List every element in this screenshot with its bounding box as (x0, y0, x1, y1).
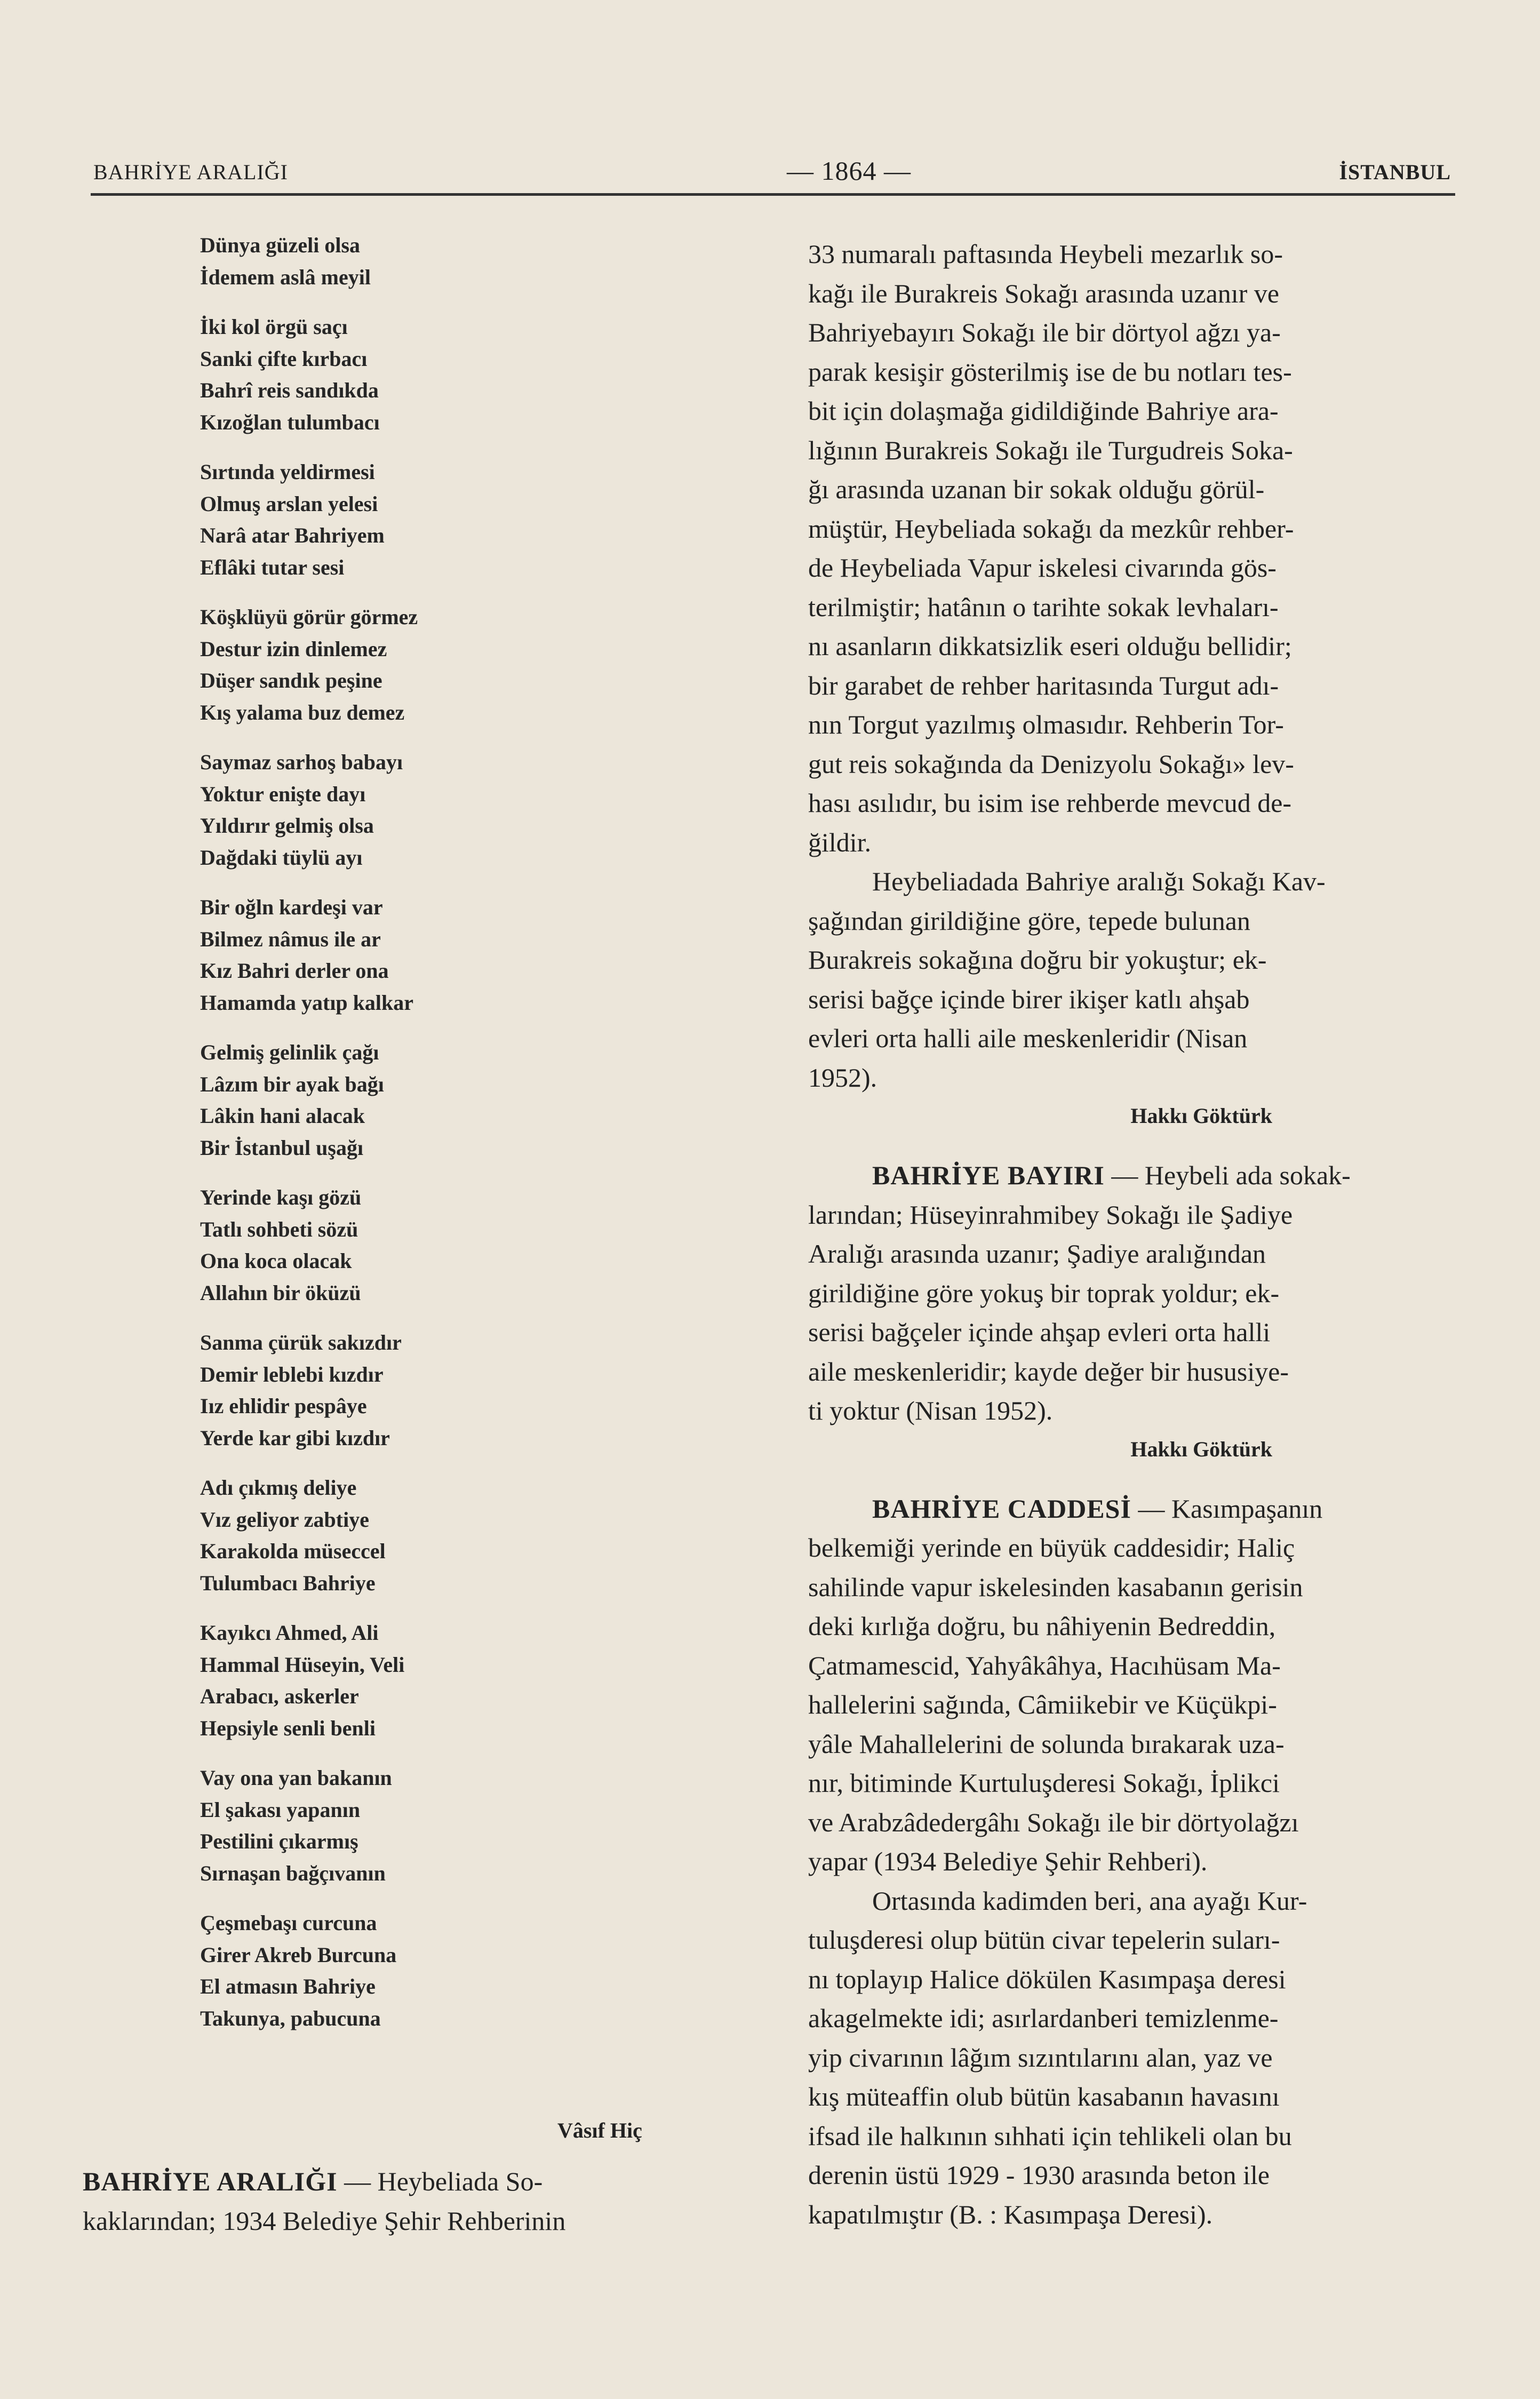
author-byline: Hakkı Göktürk (1130, 1104, 1272, 1128)
poem-line: Demir leblebi kızdır (200, 1362, 384, 1386)
poem-line: Vay ona yan bakanın (200, 1766, 392, 1790)
poem-line: Sırtında yeldirmesi (200, 460, 375, 484)
poem-line: Olmuş arslan yelesi (200, 491, 378, 516)
entry-body (808, 1195, 1456, 1431)
text-line: Aralığı arasında uzanır; Şadiye aralığından (808, 1239, 1266, 1269)
poem-stanza (200, 229, 573, 293)
text-line: ğı arasında uzanan bir sokak olduğu görül- (808, 474, 1265, 504)
entry-bahriye-araligi-start (83, 2162, 728, 2241)
text-line: aile meskenleridir; kayde değer bir hususiye- (808, 1356, 1289, 1386)
poem-line: Lâkin hani alacak (200, 1104, 365, 1128)
text-line: parak kesişir gösterilmiş ise de bu notları tes- (808, 356, 1292, 387)
text-line: ğildir. (808, 827, 872, 857)
text-line: larından; Hüseyinrahmibey Sokağı ile Şadiye (808, 1199, 1293, 1230)
poem-line: Narâ atar Bahriyem (200, 523, 385, 547)
text-line: sahilinde vapur iskelesinden kasabanın gerisin (808, 1572, 1303, 1602)
poem-line: Yoktur enişte dayı (200, 782, 366, 806)
text-line: kağı ile Burakreis Sokağı arasında uzanır ve (808, 278, 1280, 308)
poem-line: İdemem aslâ meyil (200, 265, 371, 289)
poem-stanza (200, 1907, 573, 2034)
poem-line: El atmasın Bahriye (200, 1974, 376, 1998)
text-line: belkemiği yerinde en büyük caddesidir; Haliç (808, 1533, 1295, 1563)
poem-line: Yerde kar gibi kızdır (200, 1425, 390, 1450)
text-line: hallelerini sağında, Câmiikebir ve Küçükpi- (808, 1689, 1277, 1719)
poem-line: Bir oğln kardeşi var (200, 895, 383, 919)
text-line: Burakreis sokağına doğru bir yokuştur; ek- (808, 945, 1267, 975)
running-header (93, 152, 1451, 189)
text-line: bit için dolaşmağa gidildiğinde Bahriye ara- (808, 396, 1279, 426)
poem-stanza (200, 891, 573, 1018)
text-line: gut reis sokağında da Denizyolu Sokağı» lev- (808, 748, 1294, 779)
poem-stanza (200, 1327, 573, 1454)
text-line: Çatmamescid, Yahyâkâhya, Hacıhüsam Ma- (808, 1650, 1281, 1680)
text-line: nın Torgut yazılmış olmasıdır. Rehberin Tor- (808, 710, 1284, 739)
poem-line: Sırnaşan bağçıvanın (200, 1861, 386, 1885)
poem-line: Kızoğlan tulumbacı (200, 410, 380, 434)
poem-line: Düşer sandık peşine (200, 668, 382, 692)
paragraph-heybeliada (808, 862, 1456, 1097)
poem-line: Bahrî reis sandıkda (200, 378, 379, 402)
poem-line: El şakası yapanın (200, 1797, 361, 1822)
text-line: serisi bağçe içinde birer ikişer katlı ahşab (808, 984, 1250, 1014)
poem-stanza (200, 601, 573, 728)
text-line: yâle Mahallelerini de solunda bırakarak uza- (808, 1728, 1284, 1759)
poem-line: Girer Akreb Burcuna (200, 1942, 397, 1967)
poem-line: Ona koca olacak (200, 1249, 352, 1273)
text-line: ti yoktur (Nisan 1952). (808, 1396, 1053, 1425)
poem-line: Yıldırır gelmiş olsa (200, 814, 374, 838)
poem-line: Sanki çifte kırbacı (200, 346, 368, 371)
poem-stanza (200, 1762, 573, 1889)
poem-line: Yerinde kaşı gözü (200, 1185, 362, 1209)
text-line: yapar (1934 Belediye Şehir Rehberi). (808, 1846, 1208, 1876)
text-line: ve Arabzâdedergâhı Sokağı ile bir dörtyolağzı (808, 1807, 1299, 1837)
text-line: 33 numaralı paftasında Heybeli mezarlık so- (808, 239, 1283, 269)
poem-stanza (200, 1617, 573, 1744)
poem-line: Tulumbacı Bahriye (200, 1571, 376, 1595)
text-line: yip civarının lâğım sızıntılarını alan, yaz ve (808, 2042, 1273, 2073)
poem-line: Destur izin dinlemez (200, 636, 387, 661)
text-line: terilmiştir; hatânın o tarihte sokak levhaları- (808, 592, 1279, 622)
poem-stanza (200, 1472, 573, 1599)
poem-line: Lâzım bir ayak bağı (200, 1072, 384, 1096)
poem-line: Dağdaki tüylü ayı (200, 845, 363, 870)
poem-line: Sanma çürük sakızdır (200, 1330, 402, 1354)
text-line: Bahriyebayırı Sokağı ile bir dörtyol ağzı ya- (808, 317, 1281, 347)
poem-line: Bilmez nâmus ile ar (200, 927, 381, 951)
poem-line: Adı çıkmış deliye (200, 1476, 357, 1500)
poem-line: Gelmiş gelinlik çağı (200, 1040, 379, 1064)
text-line: Heybeliadada Bahriye aralığı Sokağı Kav- (872, 866, 1326, 896)
entry-text: — Heybeliada So- (337, 2166, 543, 2196)
entry-text: — Kasımpaşanın (1131, 1493, 1323, 1524)
entry-headword: BAHRİYE ARALIĞI (83, 2166, 338, 2196)
author-byline: Hakkı Göktürk (1130, 1437, 1272, 1461)
poem-stanza (200, 456, 573, 583)
entry-body (808, 1528, 1456, 1882)
poem-stanza (200, 1037, 573, 1163)
text-line: tuluşderesi olup bütün civar tepelerin suları- (808, 1925, 1280, 1955)
text-line: Ortasında kadimden beri, ana ayağı Kur- (872, 1885, 1307, 1916)
entry-first-line (808, 1156, 1456, 1195)
poem-stanza (200, 746, 573, 873)
text-line: nır, bitiminde Kurtuluşderesi Sokağı, İplikci (808, 1768, 1280, 1798)
poem-line: Vız geliyor zabtiye (200, 1507, 369, 1532)
text-line: deki kırlığa doğru, bu nâhiyenin Bedreddin, (808, 1611, 1276, 1641)
poem (200, 229, 573, 2052)
text-line: lığının Burakreis Sokağı ile Turgudreis Soka- (808, 435, 1293, 465)
text-line: 1952). (808, 1062, 877, 1093)
poem-line: Arabacı, askerler (200, 1684, 359, 1708)
text-line: ifsad ile halkının sıhhati için tehlikeli olan bu (808, 2121, 1292, 2151)
header-rule (91, 193, 1455, 196)
poem-line: Dünya güzeli olsa (200, 233, 361, 257)
poem-line: Pestilini çıkarmış (200, 1829, 358, 1853)
entry-headword: BAHRİYE BAYIRI (872, 1160, 1105, 1190)
text-line: akagelmekte idi; asırlardanberi temizlenme- (808, 2003, 1279, 2033)
poem-line: İki kol örgü saçı (200, 315, 348, 339)
poem-line: Çeşmebaşı curcuna (200, 1911, 377, 1935)
entry-first-line (808, 1489, 1456, 1529)
text-line: bir garabet de rehber haritasında Turgut adı- (808, 670, 1279, 700)
text-line: hası asılıdır, bu isim ise rehberde mevcud de- (808, 788, 1292, 818)
text-line: serisi bağçeler içinde ahşap evleri orta halli (808, 1317, 1271, 1347)
entry-text: — Heybeli ada sokak- (1104, 1160, 1351, 1190)
entry-text-line: kaklarından; 1934 Belediye Şehir Rehberinin (83, 2206, 566, 2236)
header-volume-title: İSTANBUL (1339, 160, 1451, 184)
poem-line: Bir İstanbul uşağı (200, 1135, 364, 1160)
poem-stanza (200, 1182, 573, 1309)
text-line: evleri orta halli aile meskenleridir (Nisan (808, 1023, 1248, 1053)
poem-line: Karakolda müseccel (200, 1539, 386, 1563)
text-line: nı asanların dikkatsizlik eseri olduğu bellidir; (808, 631, 1292, 661)
text-line: müştür, Heybeliada sokağı da mezkûr rehber- (808, 513, 1294, 544)
poem-line: Kayıkcı Ahmed, Ali (200, 1621, 379, 1645)
poem-line: Tatlı sohbeti sözü (200, 1217, 358, 1241)
poem-line: Saymaz sarhoş babayı (200, 750, 403, 774)
entry-headword: BAHRİYE CADDESİ (872, 1493, 1131, 1524)
poem-line: Hamamda yatıp kalkar (200, 990, 414, 1015)
text-line: nı toplayıp Halice dökülen Kasımpaşa deresi (808, 1964, 1286, 1994)
paragraph-continuation (808, 235, 1456, 862)
text-line: de Heybeliada Vapur iskelesi civarında gös- (808, 553, 1276, 583)
poem-signature: Vâsıf Hiç (557, 2118, 642, 2142)
text-line: kapatılmıştır (B. : Kasımpaşa Deresi). (808, 2199, 1213, 2229)
poem-line: Hepsiyle senli benli (200, 1716, 376, 1740)
paragraph-kasimpasa-deresi (808, 1882, 1456, 2235)
poem-line: Takunya, pabucuna (200, 2006, 381, 2030)
poem-line: Köşklüyü görür görmez (200, 605, 418, 629)
poem-line: Allahın bir öküzü (200, 1280, 361, 1305)
poem-line: Hammal Hüseyin, Veli (200, 1652, 405, 1677)
poem-line: Kış yalama buz demez (200, 700, 405, 724)
text-line: derenin üstü 1929 - 1930 arasında beton ile (808, 2160, 1270, 2190)
poem-line: Kız Bahri derler ona (200, 959, 389, 983)
poem-line: Eflâki tutar sesi (200, 555, 345, 579)
entry-first-line (83, 2162, 728, 2201)
right-column (808, 235, 1456, 2234)
entry-bahriye-caddesi (808, 1489, 1456, 1882)
text-line: girildiğine göre yokuş bir toprak yoldur; ek- (808, 1278, 1280, 1308)
header-entry-title: BAHRİYE ARALIĞI (93, 160, 288, 184)
text-line: kış müteaffin olub bütün kasabanın havasını (808, 2082, 1280, 2111)
poem-line: Iız ehlidir pespâye (200, 1394, 367, 1418)
entry-bahriye-bayiri (808, 1156, 1456, 1431)
page-number: — 1864 — (787, 156, 911, 186)
poem-stanza (200, 311, 573, 438)
text-line: şağından girildiğine göre, tepede bulunan (808, 905, 1250, 936)
